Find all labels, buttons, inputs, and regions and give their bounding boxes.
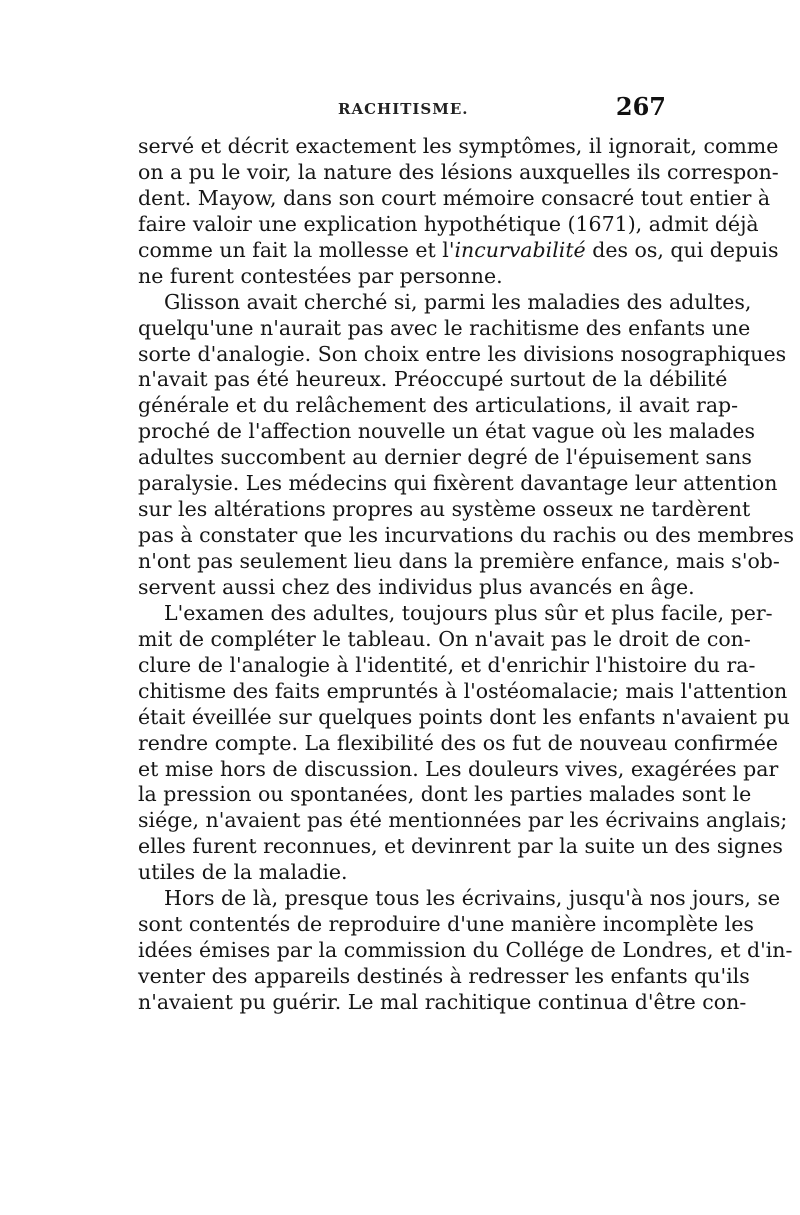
text-line: proché de l'affection nouvelle un état vague où les malades	[138, 419, 756, 444]
text-line: générale et du relâchement des articulations, il avait rap-	[138, 393, 739, 418]
text-line: rendre compte. La flexibilité des os fut de nouveau confirmée	[138, 730, 779, 755]
emphasized-term: incurvabilité	[454, 237, 586, 262]
text-line: sont contentés de reproduire d'une manière incomplète les	[138, 912, 754, 937]
text-line: quelqu'une n'aurait pas avec le rachitisme des enfants une	[138, 315, 751, 340]
text-line: siége, n'avaient pas été mentionnées par les écrivains anglais;	[138, 808, 788, 833]
text-line: sorte d'analogie. Son choix entre les divisions nosographiques	[138, 341, 787, 366]
body-text	[138, 134, 795, 1016]
page-number: 267	[615, 92, 666, 121]
text-line: paralysie. Les médecins qui fixèrent davantage leur attention	[138, 471, 778, 496]
text-fragment: comme un fait la mollesse et l'	[138, 237, 455, 262]
text-line: L'examen des adultes, toujours plus sûr et plus facile, per-	[164, 600, 773, 625]
running-title: RACHITISME.	[338, 100, 469, 118]
text-fragment: des os, qui depuis	[585, 237, 779, 262]
text-line: la pression ou spontanées, dont les parties malades sont le	[138, 782, 752, 807]
text-line: adultes succombent au dernier degré de l'épuisement sans	[138, 445, 752, 470]
text-line: venter des appareils destinés à redresser les enfants qu'ils	[138, 964, 750, 988]
text-line: faire valoir une explication hypothétique (1671), admit déjà	[138, 211, 759, 236]
text-line: dent. Mayow, dans son court mémoire consacré tout entier à	[138, 185, 771, 210]
text-line: n'ont pas seulement lieu dans la première enfance, mais s'ob-	[138, 549, 780, 573]
text-line: n'avait pas été heureux. Préoccupé surtout de la débilité	[138, 367, 728, 392]
text-line: pas à constater que les incurvations du rachis ou des membres	[138, 523, 795, 548]
text-line: mit de compléter le tableau. On n'avait pas le droit de con-	[138, 626, 751, 651]
text-line: idées émises par la commission du Collége de Londres, et d'in-	[138, 938, 793, 963]
text-line: n'avaient pu guérir. Le mal rachitique continua d'être con-	[138, 989, 747, 1014]
text-line: sur les altérations propres au système osseux ne tardèrent	[138, 497, 751, 522]
text-line: servé et décrit exactement les symptômes, il ignorait, comme	[138, 134, 779, 158]
text-line: Glisson avait cherché si, parmi les maladies des adultes,	[164, 289, 752, 314]
text-line: et mise hors de discussion. Les douleurs vives, exagérées par	[138, 756, 779, 781]
text-line: ne furent contestées par personne.	[138, 263, 503, 288]
running-header	[140, 92, 670, 126]
text-line: elles furent reconnues, et devinrent par la suite un des signes	[138, 834, 783, 859]
text-line: utiles de la maladie.	[138, 860, 348, 885]
text-line: Hors de là, presque tous les écrivains, jusqu'à nos jours, se	[164, 886, 781, 911]
text-line: chitisme des faits empruntés à l'ostéomalacie; mais l'attention	[138, 678, 788, 703]
text-line: était éveillée sur quelques points dont les enfants n'avaient pu	[138, 704, 790, 729]
text-line: clure de l'analogie à l'identité, et d'enrichir l'histoire du ra-	[138, 652, 756, 677]
text-line-with-emphasis	[138, 237, 779, 264]
text-line: servent aussi chez des individus plus avancés en âge.	[138, 574, 695, 599]
text-line: on a pu le voir, la nature des lésions auxquelles ils correspon-	[138, 159, 779, 184]
